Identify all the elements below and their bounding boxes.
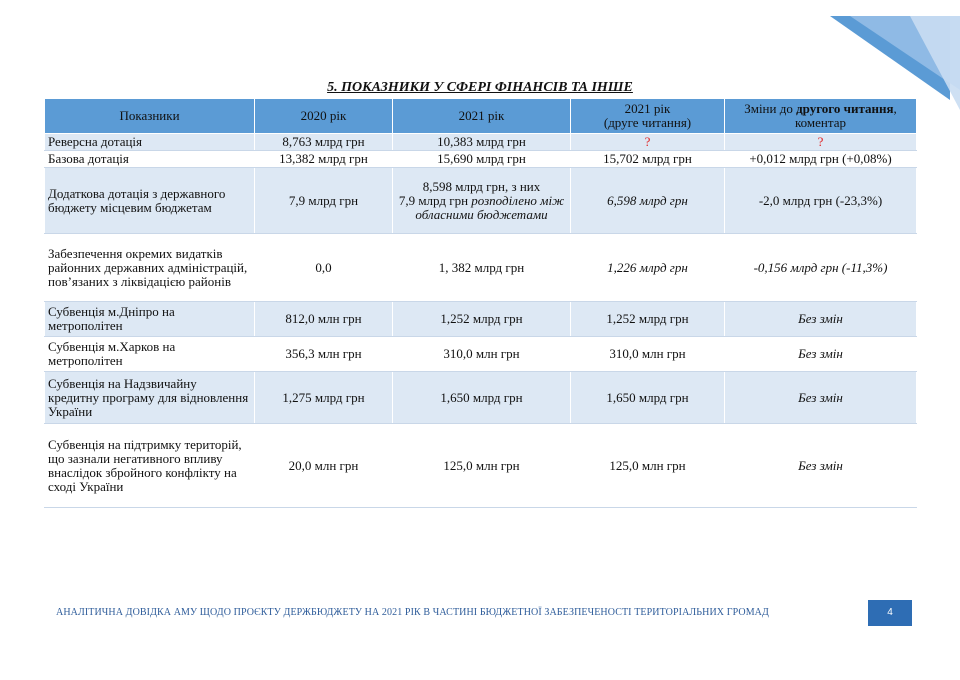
value-2021: 1,252 млрд грн <box>393 302 571 337</box>
row-name: Забезпечення окремих видатків районних державних адміністрацій, пов’язаних з ліквідацією районів <box>45 234 255 302</box>
table-row <box>45 168 917 234</box>
value-2021-second: 310,0 млн грн <box>571 337 725 372</box>
value-2020: 7,9 млрд грн <box>255 168 393 234</box>
value-2021-second: 6,598 млрд грн <box>571 168 725 234</box>
value-2021-second: 125,0 млн грн <box>571 424 725 508</box>
value-change: +0,012 млрд грн (+0,08%) <box>725 151 917 168</box>
row-name: Субвенція м.Харков на метрополітен <box>45 337 255 372</box>
value-2020: 1,275 млрд грн <box>255 372 393 424</box>
value-change: ? <box>725 134 917 151</box>
row-name: Субвенція на підтримку територій, що зазнали негативного впливу внаслідок збройного конфлікту на сході України <box>45 424 255 508</box>
value-2021: 1,650 млрд грн <box>393 372 571 424</box>
value-change: -0,156 млрд грн (-11,3%) <box>725 234 917 302</box>
value-2021: 1, 382 млрд грн <box>393 234 571 302</box>
header-2020: 2020 рік <box>255 99 393 134</box>
table-row <box>45 151 917 168</box>
value-change: Без змін <box>725 372 917 424</box>
value-2021-part-c: розподілено між обласними бюджетами <box>415 192 565 222</box>
value-2021: 15,690 млрд грн <box>393 151 571 168</box>
value-2020: 812,0 млн грн <box>255 302 393 337</box>
header-2021: 2021 рік <box>393 99 571 134</box>
value-2020: 8,763 млрд грн <box>255 134 393 151</box>
header-changes-pre: Зміни до <box>744 101 797 116</box>
header-changes-bold: другого читання <box>796 101 894 116</box>
table-row <box>45 134 917 151</box>
value-change: Без змін <box>725 302 917 337</box>
header-changes-post: , коментар <box>795 101 897 130</box>
table-row <box>45 337 917 372</box>
value-2021 <box>393 168 571 234</box>
value-2021-second: 15,702 млрд грн <box>571 151 725 168</box>
row-name: Базова дотація <box>45 151 255 168</box>
row-name: Субвенція м.Дніпро на метрополітен <box>45 302 255 337</box>
value-2021-part-a: 8,598 млрд грн, з них <box>422 178 541 194</box>
table-row <box>45 372 917 424</box>
value-2021-second: ? <box>571 134 725 151</box>
value-2021-part-b: 7,9 млрд грн <box>398 192 469 208</box>
header-2021-second-line2: (друге читання) <box>603 115 692 130</box>
value-2021-second: 1,252 млрд грн <box>571 302 725 337</box>
value-2020: 20,0 млн грн <box>255 424 393 508</box>
row-name: Реверсна дотація <box>45 134 255 151</box>
value-2020: 13,382 млрд грн <box>255 151 393 168</box>
row-name: Субвенція на Надзвичайну кредитну програму для відновлення України <box>45 372 255 424</box>
row-name: Додаткова дотація з державного бюджету місцевим бюджетам <box>45 168 255 234</box>
value-2021: 125,0 млн грн <box>393 424 571 508</box>
value-2020: 356,3 млн грн <box>255 337 393 372</box>
value-change: -2,0 млрд грн (-23,3%) <box>725 168 917 234</box>
value-2021-second: 1,226 млрд грн <box>571 234 725 302</box>
header-2021-second-line1: 2021 рік <box>624 101 671 116</box>
section-title: 5. ПОКАЗНИКИ У СФЕРІ ФІНАНСІВ ТА ІНШЕ <box>327 80 633 95</box>
table-row <box>45 234 917 302</box>
value-2021: 10,383 млрд грн <box>393 134 571 151</box>
page-number: 4 <box>868 600 912 626</box>
header-indicators: Показники <box>45 99 255 134</box>
footer-text: АНАЛІТИЧНА ДОВІДКА АМУ ЩОДО ПРОЄКТУ ДЕРЖБЮДЖЕТУ НА 2021 РІК В ЧАСТИНІ БЮДЖЕТНОЇ ЗАБЕЗПЕЧЕНОСТІ ТЕРИТОРІАЛЬНИХ ГРОМАД <box>56 607 769 618</box>
table-row <box>45 302 917 337</box>
finance-table <box>44 98 917 508</box>
value-change: Без змін <box>725 337 917 372</box>
value-2020: 0,0 <box>255 234 393 302</box>
header-2021-second-reading <box>571 99 725 134</box>
table-row <box>45 424 917 508</box>
value-2021-second: 1,650 млрд грн <box>571 372 725 424</box>
value-2021: 310,0 млн грн <box>393 337 571 372</box>
header-changes <box>725 99 917 134</box>
table-header-row <box>45 99 917 134</box>
value-change: Без змін <box>725 424 917 508</box>
